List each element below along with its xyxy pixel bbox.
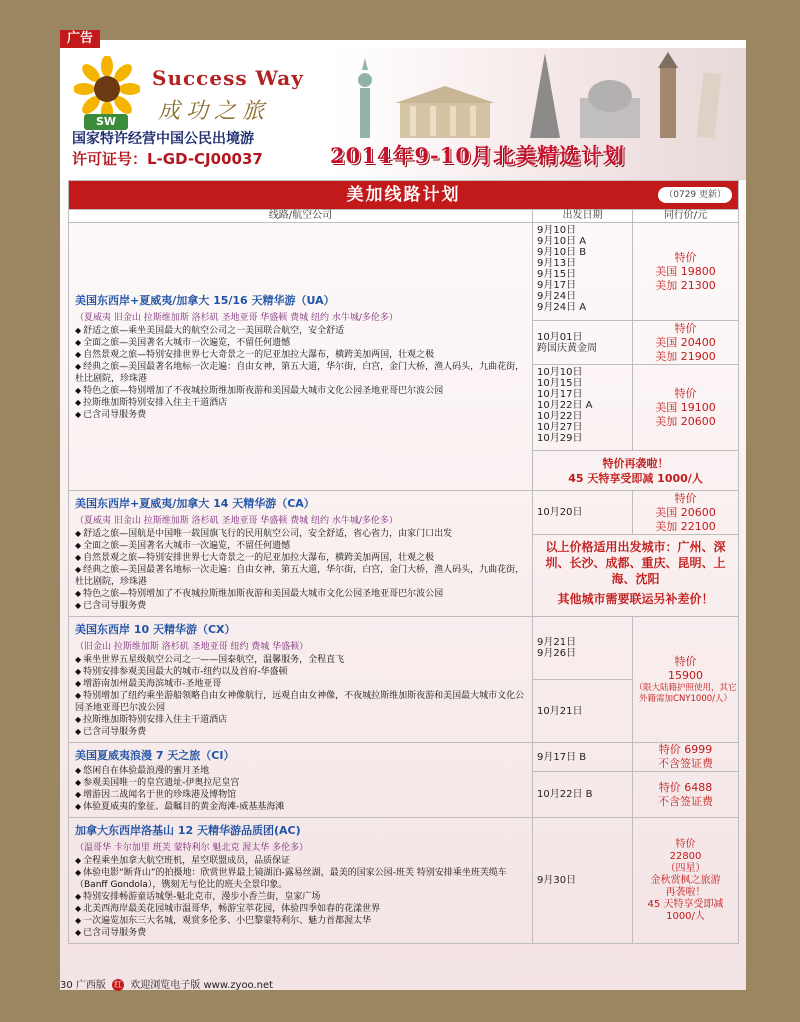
- brand-english: Success Way: [152, 66, 304, 90]
- route-item: ◆ 特色之旅—特别增加了不夜城拉斯维加斯夜游和美国最大城市文化公园圣地亚哥巴尔波公园: [75, 385, 526, 397]
- date: 9月21日: [537, 637, 577, 648]
- date: 10月17日: [537, 389, 583, 400]
- departure-extra: 其他城市需要联运另补差价！: [557, 592, 714, 607]
- price-cell: [633, 223, 739, 321]
- brand-chinese: 成功之旅: [158, 99, 271, 124]
- date: 9月17日 B: [537, 751, 587, 763]
- departure-note-cell: [533, 535, 739, 617]
- route-cities: （旧金山 拉斯维加斯 洛杉矶 圣地亚哥 纽约 费城 华盛顿）: [75, 642, 309, 652]
- dates-cell: [533, 617, 633, 680]
- route-table: [68, 180, 739, 944]
- price-line: 美国 20400: [655, 335, 716, 349]
- date: 10月22日 A: [537, 400, 593, 411]
- route-title: 美国东西岸+夏威夷/加拿大 14 天精华游（CA）: [75, 497, 315, 510]
- price-line: 1000/人: [666, 910, 705, 922]
- dates-cell: [533, 743, 633, 772]
- price-line: 45 天特享受即减: [647, 898, 724, 910]
- price-cell: [633, 818, 739, 944]
- price-line: 特价: [674, 491, 697, 505]
- price-line: 22800: [669, 850, 702, 862]
- price-cell: [633, 365, 739, 451]
- dates-cell: [533, 680, 633, 743]
- date: 9月10日 A: [537, 236, 587, 247]
- route-cx: [69, 617, 533, 743]
- price-cell: [633, 772, 739, 818]
- route-item: ◆ 已含司导服务费: [75, 927, 526, 939]
- ad-tag: 广告: [60, 30, 100, 48]
- route-item: ◆ 增游南加州最美海滨城市-圣地亚哥: [75, 678, 526, 690]
- route-item: ◆ 经典之旅—美国最著名地标一次走遍：自由女神，第五大道，华尔街，白宫，金门大桥，渔人码头，九曲花街，杜比剧院，珍珠港: [75, 361, 526, 385]
- route-item: ◆ 北美西海岸最美花园城市温哥华，畅游宝萃花园，体验四季如春的花漾世界: [75, 903, 526, 915]
- route-title: 美国东西岸+夏威夷/加拿大 15/16 天精华游（UA）: [75, 294, 335, 307]
- route-ca: [69, 491, 533, 617]
- route-cities: （温哥华 卡尔加里 班芙 蒙特利尔 魁北克 渥太华 多伦多）: [75, 843, 309, 853]
- route-item: ◆ 乘坐世界五星级航空公司之一——国泰航空，温馨服务，全程直飞: [75, 654, 526, 666]
- route-item: ◆ 增游因二战闻名于世的珍珠港及博物馆: [75, 789, 526, 801]
- landmarks-illustration-icon: [340, 48, 740, 143]
- dates-cell: [533, 818, 633, 944]
- route-item: ◆ 全程乘坐加拿大航空班机，星空联盟成员，品质保证: [75, 855, 526, 867]
- route-item: ◆ 已含司导服务费: [75, 409, 526, 421]
- route-item: ◆ 悠闲自在体验最浪漫的蜜月圣地: [75, 765, 526, 777]
- red-badge-icon: 红: [114, 980, 123, 989]
- date: 9月17日: [537, 280, 577, 291]
- promo-cell: [533, 451, 739, 491]
- license-number: 许可证号：L-GD-CJ00037: [72, 150, 263, 168]
- route-item: ◆ 全面之旅—美国著名大城市一次遍览，不留任何遗憾: [75, 540, 526, 552]
- route-title: 美国夏威夷浪漫 7 天之旅（CI）: [75, 749, 235, 762]
- date-note: 跨国庆黄金周: [537, 342, 597, 354]
- price-line: 再袭啦！: [665, 886, 706, 898]
- price-cell: [633, 321, 739, 365]
- date: 10月21日: [537, 705, 583, 717]
- header: [60, 48, 746, 180]
- route-title: 加拿大东西岸洛基山 12 天精华游品质团(AC): [75, 824, 301, 837]
- route-title: 美国东西岸 10 天精华游（CX）: [75, 623, 236, 636]
- sw-logo-badge: SW: [84, 114, 128, 130]
- price-line: 不含签证费: [658, 794, 713, 808]
- price-line: 特价: [675, 838, 696, 850]
- date: 9月24日 A: [537, 302, 587, 313]
- route-item: ◆ 特别安排畅游童话城堡-魁北克市，漫步小香兰街，皇家广场: [75, 891, 526, 903]
- sunflower-logo-icon: [74, 56, 140, 122]
- dates-cell: [533, 365, 633, 451]
- date: 9月30日: [537, 875, 577, 886]
- date: 10月22日: [537, 411, 583, 422]
- date: 9月15日: [537, 269, 577, 280]
- route-item: ◆ 体验夏威夷的象征、最瞩目的黄金海滩-威基基海滩: [75, 801, 526, 813]
- route-item: ◆ 体验电影“断背山”的拍摄地：欣赏世界最上镜湖泊-露易丝湖，最美的国家公园-班芙 特别安排乘坐班芙缆车（Banff Gondola），镌刻无与伦比的班夫全景印象。: [75, 867, 526, 891]
- route-item: ◆ 特别增加了纽约乘坐游船领略自由女神像航行，远观自由女神像，不夜城拉斯维加斯夜游和美国最大城市文化公园圣地亚哥巴尔波公园: [75, 690, 526, 714]
- price-note: （限大陆籍护照使用，其它外籍需加CNY1000/人）: [634, 682, 737, 704]
- date: 9月10日 B: [537, 247, 587, 258]
- price-line: 美国 20600: [655, 505, 716, 519]
- route-item: ◆ 舒适之旅—乘坐美国最大的航空公司之一美国联合航空，安全舒适: [75, 325, 526, 337]
- price-line: 特价: [674, 386, 697, 400]
- plan-title: 2014年9-10月北美精选计划: [330, 143, 625, 168]
- promo-line: 45 天特享受即减 1000/人: [568, 471, 703, 485]
- route-cities: （夏威夷 旧金山 拉斯维加斯 洛杉矶 圣地亚哥 华盛顿 费城 纽约 水牛城/多伦多）: [75, 313, 398, 323]
- route-item: ◆ 自然景观之旅—特别安排世界七大奇景之一的尼亚加拉大瀑布，横跨美加两国，壮观之极: [75, 349, 526, 361]
- date: 10月01日: [537, 331, 583, 343]
- price-line: 美国 19800: [655, 264, 716, 278]
- footer: [60, 976, 273, 991]
- price-line: 美加 21300: [655, 278, 716, 292]
- route-item: ◆ 参观美国唯一的皇宫遗址-伊奥拉尼皇宫: [75, 777, 526, 789]
- price-line: 美加 21900: [655, 349, 716, 363]
- route-ac: [69, 818, 533, 944]
- price-line: 15900: [668, 668, 703, 682]
- date: 9月10日: [537, 225, 577, 236]
- dates-cell: [533, 772, 633, 818]
- price-line: 美加 20600: [655, 414, 716, 428]
- update-note: （0729 更新）: [658, 187, 732, 203]
- route-item: ◆ 特色之旅—特别增加了不夜城拉斯维加斯夜游和美国最大城市文化公园圣地亚哥巴尔波公园: [75, 588, 526, 600]
- date: 10月15日: [537, 378, 583, 389]
- route-item: ◆ 已含司导服务费: [75, 600, 526, 612]
- price-cell: [633, 743, 739, 772]
- route-item: ◆ 自然景观之旅—特别安排世界七大奇景之一的尼亚加拉大瀑布，横跨美加两国，壮观之极: [75, 552, 526, 564]
- price-line: 金秋赏枫之旅游: [650, 874, 721, 886]
- route-item: ◆ 已含司导服务费: [75, 726, 526, 738]
- route-item: ◆ 舒适之旅—国航是中国唯一载国旗飞行的民用航空公司，安全舒适，省心省力，由家门口出发: [75, 528, 526, 540]
- price-line: 美国 19100: [655, 400, 716, 414]
- route-item: ◆ 拉斯维加斯特别安排入住主干道酒店: [75, 714, 526, 726]
- departure-cities: 以上价格适用出发城市：广州、深圳、长沙、成都、重庆、昆明、上海、沈阳: [545, 540, 726, 587]
- date: 9月26日: [537, 648, 577, 659]
- price-line: 特价 6999: [658, 743, 713, 756]
- price-cell: [633, 491, 739, 535]
- price-cell: [633, 617, 739, 743]
- date: 10月29日: [537, 433, 583, 444]
- banner-title: 美加线路计划: [346, 185, 461, 205]
- website: 欢迎浏览电子版 www.zyoo.net: [130, 980, 274, 991]
- edition: 广西版: [75, 980, 106, 991]
- col-header-price: 同行价/元: [633, 210, 739, 223]
- dates-cell: [533, 491, 633, 535]
- col-header-dates: 出发日期: [533, 210, 633, 223]
- route-ci: [69, 743, 533, 818]
- price-line: （四星）: [665, 862, 706, 874]
- price-line: 不含签证费: [658, 757, 713, 770]
- route-item: ◆ 全面之旅—美国著名大城市一次遍览，不留任何遗憾: [75, 337, 526, 349]
- route-item: ◆ 拉斯维加斯特别安排入住主干道酒店: [75, 397, 526, 409]
- price-line: 特价: [674, 654, 697, 668]
- date: 9月24日: [537, 291, 577, 302]
- price-line: 特价: [674, 250, 697, 264]
- date: 10月27日: [537, 422, 583, 433]
- route-item: ◆ 经典之旅—美国最著名地标一次走遍：自由女神，第五大道，华尔街，白宫，金门大桥，渔人码头，九曲花街，杜比剧院，珍珠港: [75, 564, 526, 588]
- table-banner: [69, 181, 739, 210]
- route-item: ◆ 一次遍览加东三大名城，观赏多伦多、小巴黎蒙特利尔、魅力首都渥太华: [75, 915, 526, 927]
- date: 10月20日: [537, 507, 583, 519]
- col-header-route: 线路/航空公司: [69, 210, 533, 223]
- dates-cell: [533, 223, 633, 321]
- route-cities: （夏威夷 旧金山 拉斯维加斯 洛杉矶 圣地亚哥 华盛顿 费城 纽约 水牛城/多伦多）: [75, 516, 398, 526]
- price-line: 特价: [674, 321, 697, 335]
- route-item: ◆ 特别安排参观美国最大的城市-纽约以及首府-华盛顿: [75, 666, 526, 678]
- dates-cell: [533, 321, 633, 365]
- page-number: 30: [60, 980, 73, 991]
- date: 10月22日 B: [537, 789, 593, 800]
- promo-line: 特价再袭啦！: [602, 456, 669, 470]
- date: 10月10日: [537, 367, 583, 378]
- route-ua: [69, 223, 533, 491]
- license-line-1: 国家特许经营中国公民出境游: [72, 131, 254, 147]
- date: 9月13日: [537, 258, 577, 269]
- price-line: 美加 22100: [655, 519, 716, 533]
- price-line: 特价 6488: [658, 780, 713, 794]
